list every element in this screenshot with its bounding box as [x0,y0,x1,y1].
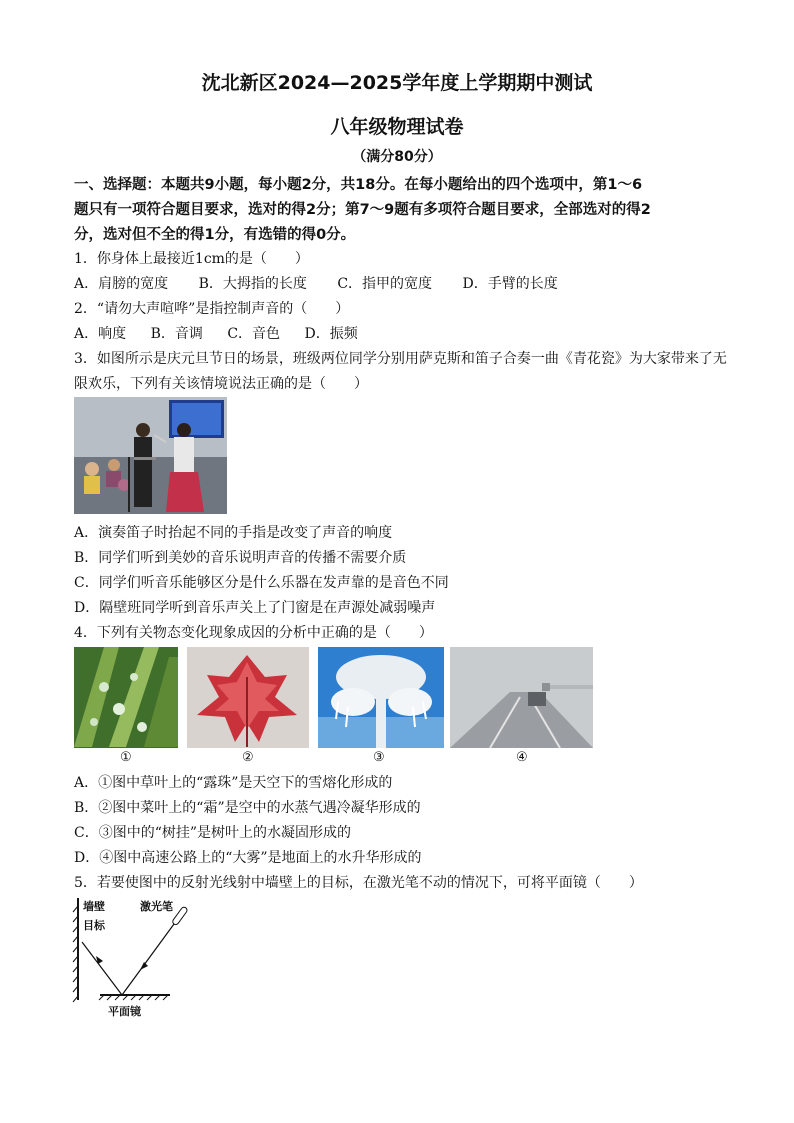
question-2-stem: 2．“请勿大声喧哗”是指控制声音的（ ） [74,301,350,317]
q4-dew-photo [74,647,178,748]
q3-option-a[interactable]: A．演奏笛子时抬起不同的手指是改变了声音的响度 [74,525,393,541]
q2-option-c[interactable]: C．音色 [227,326,281,342]
q2-option-d[interactable]: D．振频 [304,326,358,342]
q1-option-b[interactable]: B．大拇指的长度 [198,276,307,292]
question-3-stem-line-2: 限欢乐，下列有关该情境说法正确的是（ ） [74,376,368,392]
question-4-stem: 4．下列有关物态变化现象成因的分析中正确的是（ ） [74,625,433,641]
exam-title: 沈北新区2024—2025学年度上学期期中测试 [201,72,593,94]
q5-wall-label: 墙壁 [83,900,105,913]
exam-subtitle: 八年级物理试卷 [330,116,464,138]
exam-score: （满分80分） [352,149,442,165]
section-instructions-line-1: 一、选择题：本题共9小题，每小题2分，共18分。在每小题给出的四个选项中，第1～6 [74,177,643,193]
q4-option-d[interactable]: D．④图中高速公路上的“大雾”是地面上的水升华形成的 [74,850,422,866]
q2-option-a[interactable]: A．响度 [74,326,127,342]
q5-mirror-diagram [70,896,190,1018]
q4-rime-tree-photo [318,647,444,748]
question-1-stem: 1．你身体上最接近1cm的是（ ） [74,251,309,267]
q4-caption-2: ② [242,750,254,765]
q4-frost-photo [187,647,309,748]
q4-caption-1: ① [120,750,132,765]
q4-caption-4: ④ [516,750,528,765]
q5-mirror-label: 平面镜 [108,1005,141,1018]
q5-laser-label: 激光笔 [140,900,173,913]
q4-option-a[interactable]: A．①图中草叶上的“露珠”是天空下的雪熔化形成的 [74,775,393,791]
question-5-stem: 5．若要使图中的反射光线射中墙壁上的目标，在激光笔不动的情况下，可将平面镜（ ） [74,875,643,891]
q4-option-c[interactable]: C．③图中的“树挂”是树叶上的水凝固形成的 [74,825,352,841]
q4-fog-highway-photo [450,647,593,748]
question-3-stem-line-1: 3．如图所示是庆元旦节日的场景，班级两位同学分别用萨克斯和笛子合奏一曲《青花瓷》为大家带来了无 [74,351,727,367]
q3-option-d[interactable]: D．隔壁班同学听到音乐声关上了门窗是在声源处减弱噪声 [74,600,436,616]
q5-target-label: 目标 [83,919,105,932]
question-1-options [74,273,584,293]
q1-option-c[interactable]: C．指甲的宽度 [337,276,433,292]
q4-option-b[interactable]: B．②图中菜叶上的“霜”是空中的水蒸气遇冷凝华形成的 [74,800,421,816]
question-2-options [74,323,378,343]
q4-caption-3: ③ [373,750,385,765]
q3-concert-photo [74,397,227,514]
q2-option-b[interactable]: B．音调 [150,326,203,342]
q3-option-b[interactable]: B．同学们听到美妙的音乐说明声音的传播不需要介质 [74,550,407,566]
section-instructions-line-2: 题只有一项符合题目要求，选对的得2分；第7～9题有多项符合题目要求，全部选对的得2 [74,202,651,218]
q1-option-a[interactable]: A．肩膀的宽度 [74,276,169,292]
section-instructions-line-3: 分，选对但不全的得1分，有选错的得0分。 [74,227,356,243]
q1-option-d[interactable]: D．手臂的长度 [462,276,558,292]
q3-option-c[interactable]: C．同学们听音乐能够区分是什么乐器在发声靠的是音色不同 [74,575,449,591]
